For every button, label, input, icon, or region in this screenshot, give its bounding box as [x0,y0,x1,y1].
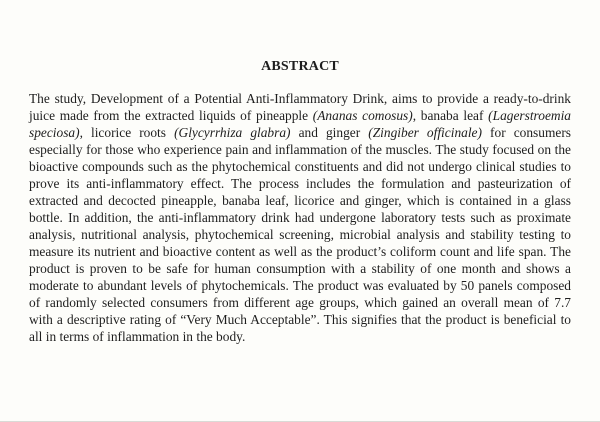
abstract-heading: ABSTRACT [261,59,339,74]
text-segment: The study, Development of a Potential Anti-Inflammatory Drink, aims to provide a ready-to-drink juice made from the extracted liquids of pineapple [29,91,571,123]
text-segment: , licorice roots [79,125,175,140]
scientific-name-licorice: (Glycyrrhiza glabra) [174,125,291,140]
text-segment: , banaba leaf [412,108,489,123]
abstract-paragraph [29,90,571,345]
scientific-name-banaba: (Lagerstroemia speciosa) [29,108,571,140]
text-segment: and ginger [290,125,369,140]
scientific-name-ginger: (Zingiber officinale) [368,125,482,140]
text-segment: for consumers especially for those who experience pain and inflammation of the muscles. The study focused on the bioactive compounds such as the phytochemical constituents and did not undergo clinical studies to prove its anti-inflammatory effect. The process includes the formulation and pasteurization of extracted and decocted pineapple, banaba leaf, licorice and ginger, which is contained in a glass bottle. In addition, the anti-inflammatory drink had undergone laboratory tests such as proximate analysis, nutritional analysis, phytochemical screening, microbial analysis and stability testing to measure its nutrient and bioactive content as well as the product’s coliform count and life span. The product is proven to be safe for human consumption with a stability of one month and shows a moderate to abundant levels of phytochemicals. The product was evaluated by 50 panels composed of randomly selected consumers from different age groups, which gained an overall mean of 7.7 with a descriptive rating of “Very Much Acceptable”. This signifies that the product is beneficial to all in terms of inflammation in the body. [29,125,571,344]
scientific-name-pineapple: (Ananas comosus) [312,108,413,123]
